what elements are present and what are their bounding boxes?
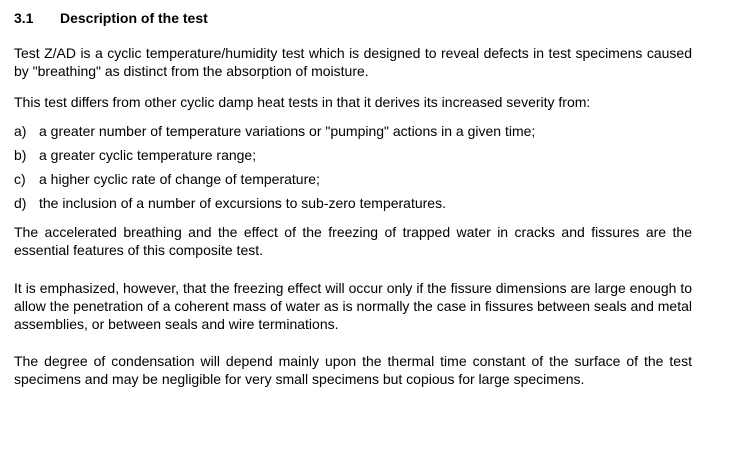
- list-item: [14, 122, 692, 140]
- list-item-text: the inclusion of a number of excursions to sub-zero temperatures.: [39, 195, 446, 211]
- list-item-text: a greater number of temperature variations or "pumping" actions in a given time;: [39, 123, 536, 139]
- list-item-text: a greater cyclic temperature range;: [39, 147, 257, 163]
- paragraph-intro: Test Z/AD is a cyclic temperature/humidity test which is designed to reveal defects in test specimens caused by "breathing" as distinct from the absorption of moisture.: [14, 45, 692, 79]
- paragraph-freezing: It is emphasized, however, that the freezing effect will occur only if the fissure dimensions are large enough to allow the penetration of a coherent mass of water as is normally the case in fissures between seals and metal assemblies, or between seals and wire terminations.: [14, 280, 692, 332]
- list-item: [14, 170, 692, 188]
- list-marker: b): [14, 147, 27, 163]
- section-title: Description of the test: [60, 10, 208, 26]
- paragraph-condensation: The degree of condensation will depend mainly upon the thermal time constant of the surface of the test specimens and may be negligible for very small specimens but copious for large specimens.: [14, 353, 692, 387]
- severity-list: [14, 122, 692, 212]
- list-marker: a): [14, 123, 27, 139]
- list-item: [14, 146, 692, 164]
- list-marker: c): [14, 171, 26, 187]
- section-heading: [14, 10, 692, 31]
- paragraph-breathing: The accelerated breathing and the effect of the freezing of trapped water in cracks and fissures are the essential features of this composite test.: [14, 224, 692, 258]
- section-number: 3.1: [14, 10, 34, 26]
- document-page: [14, 10, 692, 388]
- paragraph-severity: This test differs from other cyclic damp heat tests in that it derives its increased severity from:: [14, 94, 591, 110]
- list-item-text: a higher cyclic rate of change of temperature;: [39, 171, 320, 187]
- list-item: [14, 194, 692, 212]
- list-marker: d): [14, 195, 27, 211]
